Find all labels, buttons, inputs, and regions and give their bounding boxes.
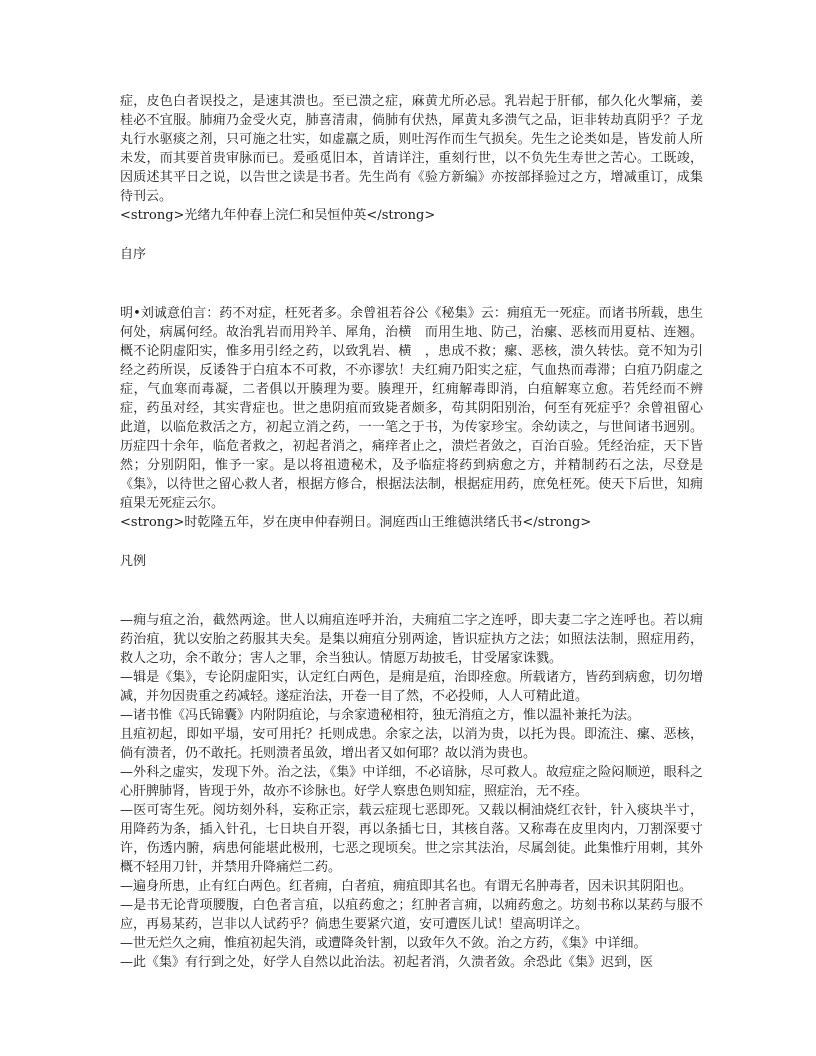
- fanli-item: —是书无论背项腰腹，白色者言疽，以疽药愈之；红肿者言痈，以痈药愈之。坊刻书称以某药与服不应，再易某药，岂非以人试药乎？倘患生要紧穴道，安可遭医儿试！望高明详之。: [120, 898, 703, 932]
- fanli-item: —世无烂久之痈，惟疽初起失消，或遭降灸针割，以致年久不敛。治之方药，《集》中详细。: [120, 936, 647, 951]
- fanli-item: —此《集》有行到之处，好学人自然以此治法。初起者消，久溃者敛。余恐此《集》迟到，医: [120, 955, 654, 970]
- fanli-item: —外科之虚实，发现下外。治之法，《集》中详细，不必谙脉，尽可救人。故痘症之险闷顺逆，眼科之心肝脾肺肾，皆现于外，故亦不诊脉也。好学人察患色则知症，照症治，无不痊。: [120, 765, 703, 799]
- fanli-item: —遍身所患，止有红白两色。红者痈，白者疽，痈疽即其名也。有谓无名肿毒者，因未识其阴阳也。: [120, 879, 693, 894]
- fanli-item: —医可寄生死。阅坊刻外科，妄称正宗，载云症现七恶即死。又载以桐油烧红衣针，针入痰块半寸，用降药为条，插入针孔，七日块自开裂，再以条插七日，其核自落。又称毒在皮里肉内，刀割深要寸许，伤透内腑，病患何能堪此极刑，七恶之现顷矣。世之宗其法治，尽属刽徒。此集惟疔用刺，其外概不轻用刀针，并禁用升降痛烂二药。: [120, 803, 703, 875]
- fanli-item: —辑是《集》，专论阴虚阳实，认定红白两色，是痈是疽，治即痊愈。所载诸方，皆药到病愈，切勿增减，并勿因贵重之药减轻。遂症治法，开卷一目了然，不必投师，人人可精此道。: [120, 670, 703, 704]
- section-heading-fanli: 凡例: [120, 554, 147, 569]
- self-preface-signature: <strong>时乾隆五年，岁在庚申仲春朔日。洞庭西山王维德洪绪氏书</strong>: [120, 515, 592, 530]
- fanli-item: 且疽初起，即如平塌，安可用托？托则成患。余家之法，以消为贵，以托为畏。即流注、瘰、恶核，倘有溃者，仍不敢托。托则溃者虽敛，增出者又如何耶？故以消为贵也。: [120, 727, 703, 761]
- preface-signature: <strong>光绪九年仲春上浣仁和吴恒仲英</strong>: [120, 208, 436, 223]
- document-page: [120, 92, 703, 972]
- self-preface-paragraph: 明•刘诚意伯言：药不对症，枉死者多。余曾祖若谷公《秘集》云：痈疽无一死症。而诸书所载，患生何处，病属何经。故治乳岩而用羚羊、犀角，治横 而用生地、防己，治瘰、恶核而用夏枯、连翘。概不论阴虚阳实，惟多用引经之药，以致乳岩、横 ，患成不救；瘰、恶核，溃久转怯。竟不知为引经之药所误，反诿咎于白疽本不可救，不亦谬欤！夫红痈乃阳实之症，气血热而毒滞；白疽乃阴虚之症，气血寒而毒凝，二者俱以开腠理为要。腠理开，红痈解毒即消，白疽解寒立愈。若凭经而不辨症，药虽对经，其实背症也。世之患阴疽而致毙者颇多，苟其阴阳别治，何至有死症乎？余曾祖留心此道，以临危救活之方，初起立消之药，一一笔之于书，为传家珍宝。余幼读之，与世间诸书迥别。历症四十余年，临危者救之，初起者消之，痛痒者止之，溃烂者敛之，百治百验。凭经治症，天下皆然；分别阴阳，惟予一家。是以将祖遗秘术，及予临症将药到病愈之方，并精制药石之法，尽登是《集》，以待世之留心救人者，根据方修合，根据法法制，根据症用药，庶免枉死。使天下后世，知痈疽果无死症云尔。: [120, 306, 703, 511]
- preface-paragraph: 症，皮色白者误投之，是速其溃也。至已溃之症，麻黄尤所必忌。乳岩起于肝郁，郁久化火掣痛，姜桂必不宜服。肺痈乃金受火克，肺喜清肃，倘肺有伏热，犀黄丸多溃气之品，讵非转劫真阴乎？子龙丸行水驱痰之剂，只可施之壮实，如虚羸之质，则吐泻作而生气损矣。先生之论类如是，皆发前人所未发，而其要首贵审脉而已。爰亟觅旧本，首请详注，重刻行世，以不负先生寿世之苦心。工既竣，因质述其平日之说，以告世之读是书者。先生尚有《验方新编》亦按部择验过之方，增减重订，成集待刊云。: [120, 94, 703, 204]
- section-heading-self-preface: 自序: [120, 247, 147, 262]
- fanli-item: —诸书惟《冯氏锦囊》内附阴疽论，与余家遗秘相符，独无消疽之方，惟以温补兼托为法。: [120, 708, 641, 723]
- fanli-item: —痈与疽之治，截然两途。世人以痈疽连呼并治，夫痈疽二字之连呼，即夫妻二字之连呼也。若以痈药治疽，犹以安胎之药服其夫矣。是集以痈疽分别两途，皆识症执方之法；如照法法制，照症用药，救人之功，余不敢分；害人之罪，余当独认。情愿万劫披毛，甘受屠家诛戮。: [120, 613, 703, 666]
